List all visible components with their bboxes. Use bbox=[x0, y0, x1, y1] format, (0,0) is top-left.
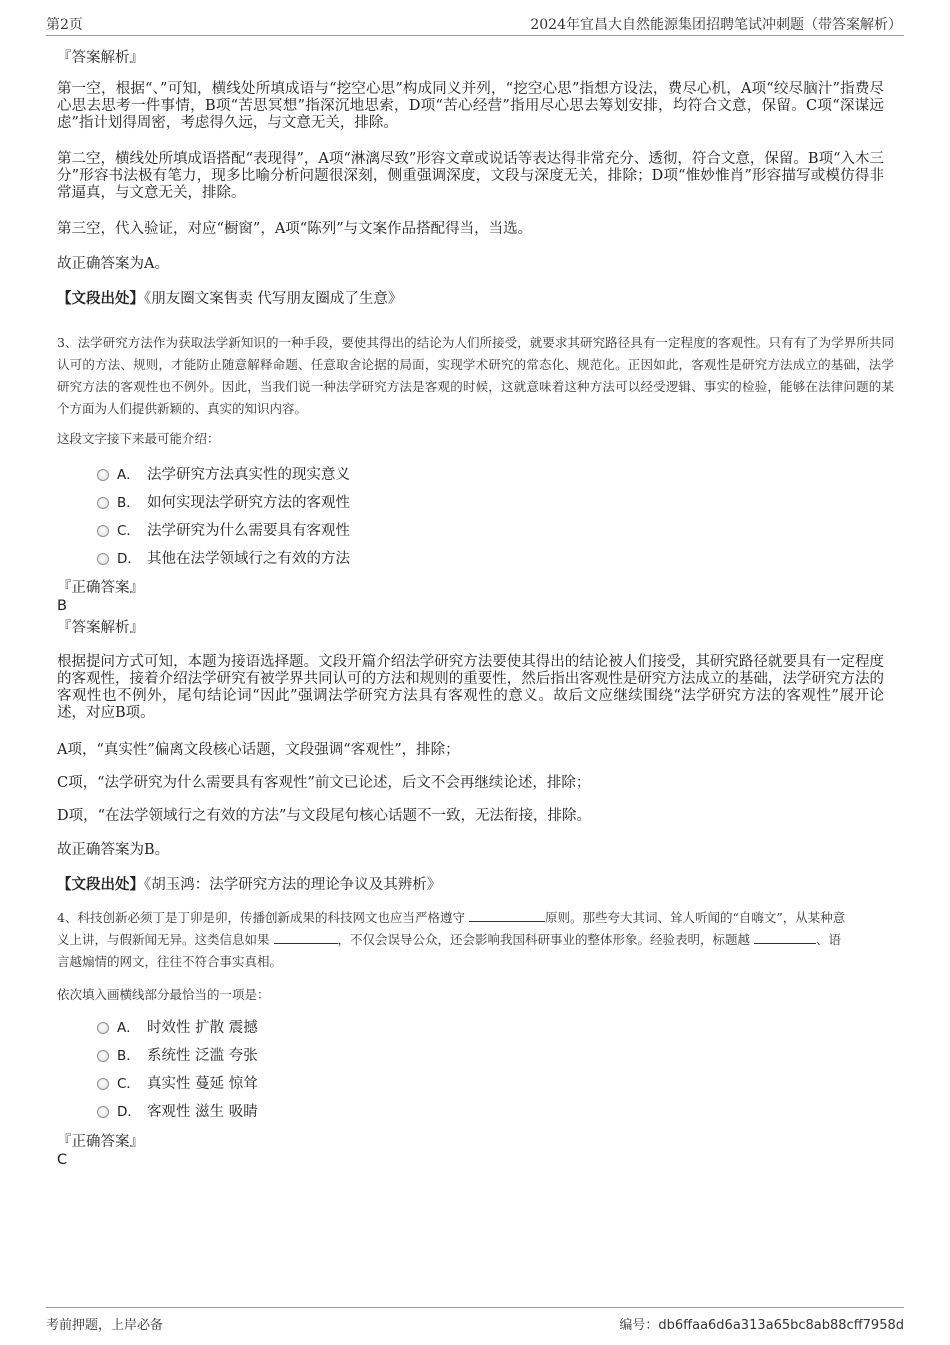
q3-option-a[interactable] bbox=[97, 465, 497, 485]
radio-icon[interactable] bbox=[97, 525, 109, 537]
page-number: 第2页 bbox=[46, 17, 83, 33]
question-3-analysis: 根据提问方式可知，本题为接语选择题。文段开篇介绍法学研究方法要使其得出的结论被人们接受，其研究路径就要具有一定程度的客观性，接着介绍法学研究有被学界共同认可的方法和规则的重要性，然后指出客观性是研究方法成立的基础，法学研究方法的客观性也不例外，尾句结论词“因此”强调法学研究方法具有客观性的意义。故后文应继续围绕“法学研究方法的客观性”展开论述，对应B项。 bbox=[57, 654, 884, 721]
document-title: 2024年宜昌大自然能源集团招聘笔试冲刺题（带答案解析） bbox=[530, 17, 902, 33]
option-label: A． bbox=[117, 1020, 140, 1036]
stem-text: 原则。那些夸大其词、耸人听闻的“自嗨文”，从某种意 bbox=[544, 910, 846, 925]
question-4-stem-line-1 bbox=[57, 909, 845, 926]
radio-icon[interactable] bbox=[97, 553, 109, 565]
option-text: 法学研究为什么需要具有客观性 bbox=[147, 523, 350, 539]
fill-blank-2 bbox=[274, 932, 338, 944]
option-label: C． bbox=[117, 523, 140, 539]
fill-blank-3 bbox=[754, 932, 816, 944]
stem-text: 、语 bbox=[816, 932, 842, 947]
source-citation bbox=[57, 876, 441, 894]
stem-text: 义上讲，与假新闻无异。这类信息如果 bbox=[57, 932, 270, 947]
stem-text: ，不仅会误导公众，还会影响我国科研事业的整体形象。经验表明，标题越 bbox=[337, 932, 751, 947]
question-3-prompt: 这段文字接下来最可能介绍： bbox=[57, 431, 220, 446]
correct-answer: C bbox=[57, 1152, 68, 1168]
question-3-stem: 3、法学研究方法作为获取法学新知识的一种手段，要使其得出的结论为人们所接受，就要求其研究路径具有一定程度的客观性。只有有了为学界所共同认可的方法、规则，才能防止随意解释命题、任意取舍论据的局面，实现学术研究的常态化、规范化。正因如此，客观性是研究方法成立的基础，法学研究方法的客观性也不例外。因此，当我们说一种法学研究方法是客观的时候，这就意味着这种方法可以经受逻辑、事实的检验，能够在法律问题的某个方面为人们提供新颖的、真实的知识内容。 bbox=[57, 335, 894, 416]
option-label: D． bbox=[117, 551, 141, 567]
q4-option-c[interactable] bbox=[97, 1074, 497, 1094]
option-text: 如何实现法学研究方法的客观性 bbox=[147, 495, 350, 511]
source-label: 【文段出处】 bbox=[57, 876, 144, 893]
answer-analysis-label: 『答案解析』 bbox=[57, 620, 144, 636]
analysis-conclusion: 故正确答案为A。 bbox=[57, 256, 169, 272]
option-text: 系统性 泛滥 夸张 bbox=[147, 1048, 258, 1064]
option-a-note: A项，“真实性”偏离文段核心话题，文段强调“客观性”，排除； bbox=[57, 742, 460, 758]
radio-icon[interactable] bbox=[97, 497, 109, 509]
correct-answer-label: 『正确答案』 bbox=[57, 1134, 144, 1150]
fill-blank-1 bbox=[469, 910, 545, 922]
footer-slogan: 考前押题，上岸必备 bbox=[46, 1318, 164, 1333]
option-label: B． bbox=[117, 495, 140, 511]
option-d-note: D项，“在法学领域行之有效的方法”与文段尾句核心话题不一致，无法衔接，排除。 bbox=[57, 808, 591, 824]
option-text: 真实性 蔓延 惊耸 bbox=[147, 1076, 258, 1092]
correct-answer: B bbox=[57, 598, 67, 614]
page-footer bbox=[46, 1307, 904, 1335]
radio-icon[interactable] bbox=[97, 1022, 109, 1034]
radio-icon[interactable] bbox=[97, 1050, 109, 1062]
option-text: 客观性 滋生 吸睛 bbox=[147, 1104, 258, 1120]
radio-icon[interactable] bbox=[97, 469, 109, 481]
option-c-note: C项，“法学研究为什么需要具有客观性”前文已论述，后文不会再继续论述，排除； bbox=[57, 775, 591, 791]
radio-icon[interactable] bbox=[97, 1106, 109, 1118]
q3-option-d[interactable] bbox=[97, 549, 497, 569]
analysis-paragraph-1: 第一空，根据“、”可知，横线处所填成语与“挖空心思”构成同义并列，“挖空心思”指想方设法，费尽心机，A项“绞尽脑汁”指费尽心思去思考一件事情，B项“苦思冥想”指深沉地思索，D项“苦心经营”指用尽心思去筹划安排，均符合文意，保留。C项“深谋远虑”指计划得周密，考虑得久远，与文意无关，排除。 bbox=[57, 81, 884, 131]
option-label: D． bbox=[117, 1104, 141, 1120]
page-header bbox=[46, 12, 904, 36]
q3-option-b[interactable] bbox=[97, 493, 497, 513]
source-text: 《胡玉鸿：法学研究方法的理论争议及其辨析》 bbox=[144, 877, 442, 893]
option-label: B． bbox=[117, 1048, 140, 1064]
document-id-value: db6ffaa6d6a313a65bc8ab88cff7958d bbox=[658, 1318, 904, 1333]
document-id-label: 编号： bbox=[619, 1318, 659, 1333]
q4-option-d[interactable] bbox=[97, 1102, 497, 1122]
q3-option-c[interactable] bbox=[97, 521, 497, 541]
analysis-paragraph-2: 第二空，横线处所填成语搭配“表现得”，A项“淋漓尽致”形容文章或说话等表达得非常充分、透彻，符合文意，保留。B项“入木三分”形容书法极有笔力，现多比喻分析问题很深刻，侧重强调深度，文段与深度无关，排除；D项“惟妙惟肖”形容描写或模仿得非常逼真，与文意无关，排除。 bbox=[57, 151, 884, 201]
question-4-prompt: 依次填入画横线部分最恰当的一项是： bbox=[57, 987, 270, 1002]
question-4-stem-line-2 bbox=[57, 931, 841, 948]
q4-option-a[interactable] bbox=[97, 1018, 497, 1038]
correct-answer-label: 『正确答案』 bbox=[57, 580, 144, 596]
document-id bbox=[619, 1314, 904, 1333]
source-label: 【文段出处】 bbox=[57, 290, 144, 307]
stem-text: 4、科技创新必须丁是丁卯是卯，传播创新成果的科技网文也应当严格遵守 bbox=[57, 910, 465, 925]
option-label: C． bbox=[117, 1076, 140, 1092]
analysis-conclusion: 故正确答案为B。 bbox=[57, 842, 170, 858]
source-text: 《朋友圈文案售卖 代写朋友圈成了生意》 bbox=[144, 291, 403, 307]
question-4-stem-line-3: 言越煽情的网文，往往不符合事实真相。 bbox=[57, 954, 283, 969]
option-text: 法学研究方法真实性的现实意义 bbox=[147, 467, 350, 483]
option-label: A． bbox=[117, 467, 140, 483]
option-text: 时效性 扩散 震撼 bbox=[147, 1020, 258, 1036]
radio-icon[interactable] bbox=[97, 1078, 109, 1090]
source-citation bbox=[57, 290, 402, 308]
option-text: 其他在法学领域行之有效的方法 bbox=[147, 551, 350, 567]
analysis-paragraph-3: 第三空，代入验证，对应“橱窗”，A项“陈列”与文案作品搭配得当，当选。 bbox=[57, 221, 533, 237]
answer-analysis-label: 『答案解析』 bbox=[57, 50, 144, 66]
q4-option-b[interactable] bbox=[97, 1046, 497, 1066]
